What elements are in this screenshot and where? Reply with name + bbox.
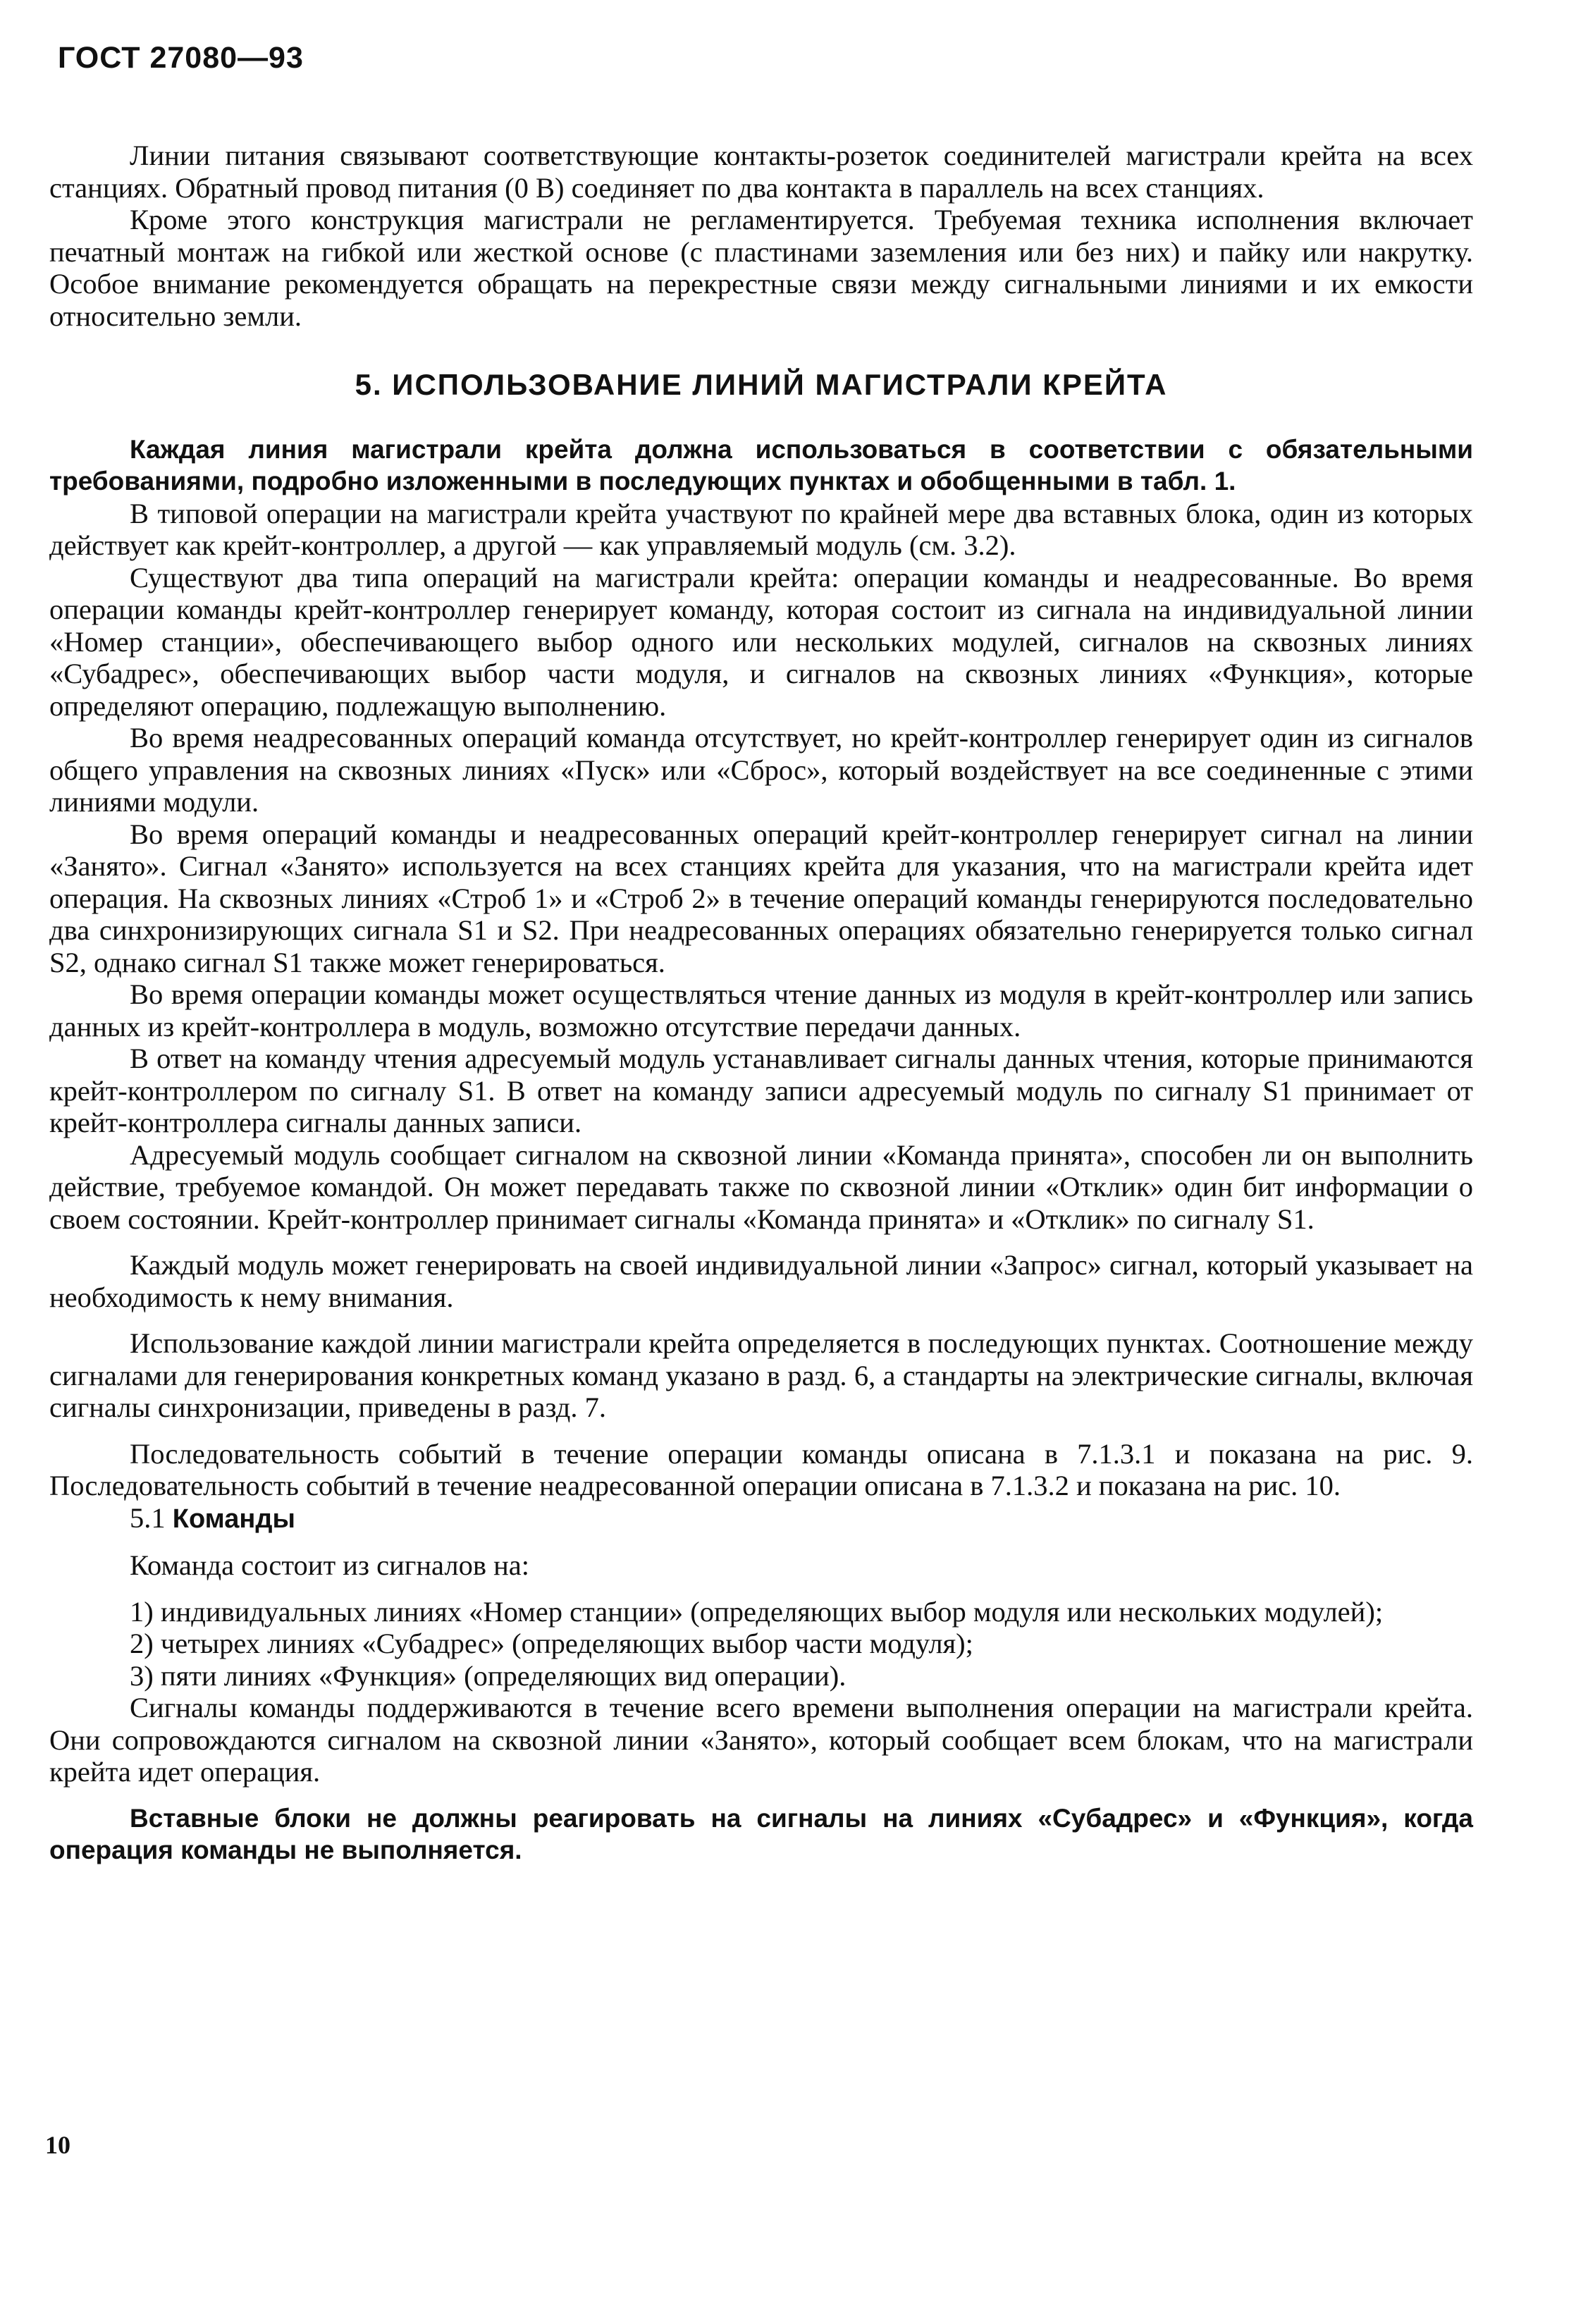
list-item: 1) индивидуальных линиях «Номер станции» (определяющих выбор модуля или нескольких модулей); xyxy=(130,1595,1384,1628)
paragraph: Во время неадресованных операций команда отсутствует, но крейт-контроллер генерирует один из сигналов общего управления на сквозных линиях «Пуск» или «Сброс», который воздействует на все соединенные с этими линиями модули. xyxy=(49,722,1473,818)
closing-bold-paragraph: Вставные блоки не должны реагировать на сигналы на линиях «Субадрес» и «Функция», когда операция команды не выполняется. xyxy=(49,1803,1473,1864)
paragraph: Во время операции команды может осуществляться чтение данных из модуля в крейт-контроллер или запись данных из крейт-контроллера в модуль, возможно отсутствие передачи данных. xyxy=(49,978,1473,1043)
list-item: 2) четырех линиях «Субадрес» (определяющих выбор части модуля); xyxy=(130,1628,973,1659)
section-lead-bold: Каждая линия магистрали крейта должна использоваться в соответствии с обязательными требованиями, подробно изложенными в последующих пунктах и обобщенными в табл. 1. xyxy=(49,434,1473,496)
paragraph: В типовой операции на магистрали крейта участвуют по крайней мере два вставных блока, один из которых действует как крейт-контроллер, а другой — как управляемый модуль (см. 3.2). xyxy=(49,497,1473,561)
paragraph-construction: Кроме этого конструкция магистрали не регламентируется. Требуемая техника исполнения включает печатный монтаж на гибкой или жесткой основе (с пластинами заземления или без них) и пайку или накрутку. Особое внимание рекомендуется обращать на перекрестные связи между сигнальными линиями и их емкости относительно земли. xyxy=(49,204,1473,332)
section-title: 5. ИСПОЛЬЗОВАНИЕ ЛИНИЙ МАГИСТРАЛИ КРЕЙТА xyxy=(355,368,1168,401)
paragraph: Адресуемый модуль сообщает сигналом на сквозной линии «Команда принята», способен ли он выполнить действие, требуемое командой. Он может передавать также по сквозной линии «Отклик» один бит информации о своем состоянии. Крейт-контроллер принимает сигналы «Команда принята» и «Отклик» по сигналу S1. xyxy=(49,1138,1473,1235)
document-header-code: ГОСТ 27080—93 xyxy=(58,41,304,75)
paragraph: Использование каждой линии магистрали крейта определяется в последующих пунктах. Соотношение между сигналами для генерирования конкретных команд указано в разд. 6, а стандарты на электрические сигналы, включая сигналы синхронизации, приведены в разд. 7. xyxy=(49,1327,1473,1423)
paragraph: Во время операций команды и неадресованных операций крейт-контроллер генерирует сигнал на линии «Занято». Сигнал «Занято» используется на всех станциях крейта для указания, что на магистрали крейта идет операция. На сквозных линиях «Строб 1» и «Строб 2» в течение операций команды генерируются последовательно два синхронизирующих сигнала S1 и S2. При неадресованных операциях обязательно генерируется только сигнал S2, однако сигнал S1 также может генерироваться. xyxy=(49,818,1473,978)
document-body xyxy=(49,140,1473,1867)
subsection-intro: Команда состоит из сигналов на: xyxy=(130,1549,529,1581)
paragraph: Сигналы команды поддерживаются в течение всего времени выполнения операции на магистрали крейта. Они сопровождаются сигналом на сквозной линии «Занято», который сообщает всем блокам, что на магистрали крейта идет операция. xyxy=(49,1692,1473,1788)
page-number: 10 xyxy=(45,2131,70,2159)
list-item: 3) пяти линиях «Функция» (определяющих вид операции). xyxy=(130,1659,847,1692)
paragraph: Существуют два типа операций на магистрали крейта: операции команды и неадресованные. Во время операции команды крейт-контроллер генерирует команду, которая состоит из сигнала на индивидуальной линии «Номер станции», обеспечивающего выбор одного или нескольких модулей, сигналов на сквозных линиях «Субадрес», обеспечивающих выбор части модуля, и сигналов на сквозных линиях «Функция», которые определяют операцию, подлежащую выполнению. xyxy=(49,561,1473,722)
paragraph: В ответ на команду чтения адресуемый модуль устанавливает сигналы данных чтения, которые принимаются крейт-контроллером по сигналу S1. В ответ на команду записи адресуемый модуль по сигналу S1 принимает от крейт-контроллера сигналы данных записи. xyxy=(49,1043,1473,1138)
subsection-number: 5.1 xyxy=(130,1501,166,1534)
subsection-heading xyxy=(49,1502,1473,1536)
paragraph-power-lines: Линии питания связывают соответствующие контакты-розеток соединителей магистрали крейта на всех станциях. Обратный провод питания (0 В) соединяет по два контакта в параллель на всех станциях. xyxy=(49,140,1473,204)
paragraph: Последовательность событий в течение операции команды описана в 7.1.3.1 и показана на рис. 9. Последовательность событий в течение неадресованной операции описана в 7.1.3.2 и показана на рис. 10. xyxy=(49,1437,1473,1501)
subsection-title: Команды xyxy=(172,1504,295,1534)
paragraph: Каждый модуль может генерировать на своей индивидуальной линии «Запрос» сигнал, который указывает на необходимость к нему внимания. xyxy=(49,1249,1473,1313)
